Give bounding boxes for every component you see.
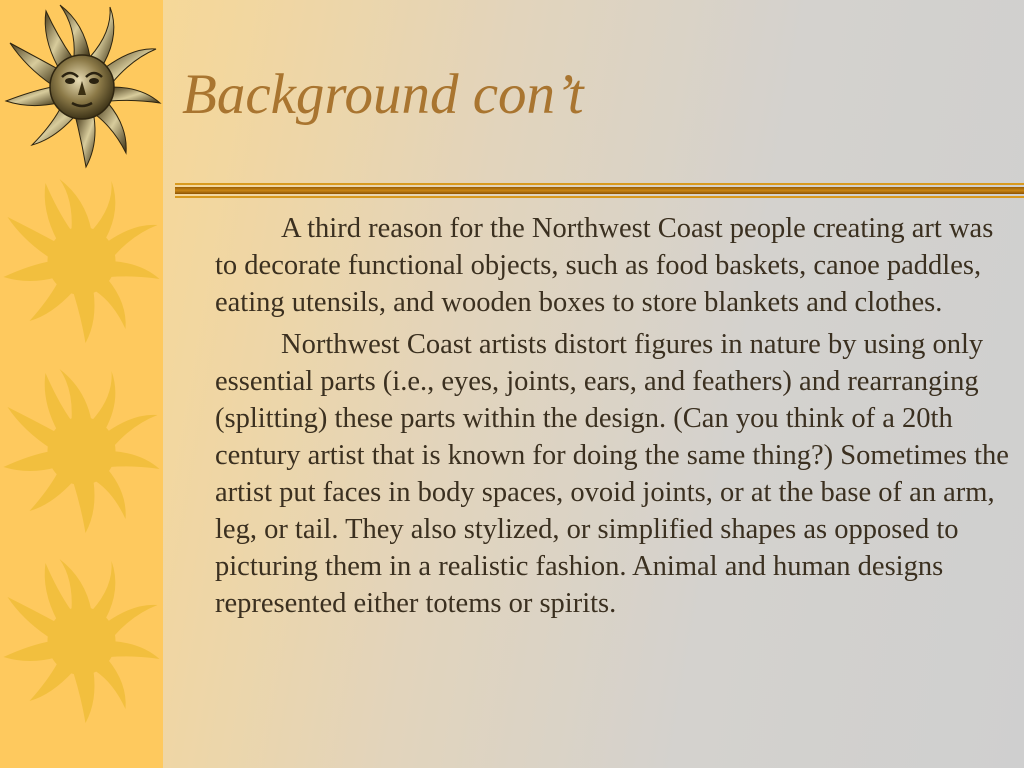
title-divider (175, 183, 1024, 199)
sun-face-emblem-icon (2, 2, 162, 172)
slide-title: Background con’t (182, 63, 584, 126)
sun-icon (0, 176, 163, 346)
body-paragraph: Northwest Coast artists distort figures in nature by using only essential parts (i.e., eyes, joints, ears, and feathers) and rearranging (splitting) these parts within the design. (Can you think of a 20th century artist that is known for doing the same thing?) Sometimes the artist put faces in body spaces, ovoid joints, or at the base of an arm, leg, or tail. They also stylized, or simplified shapes as opposed to picturing them in a realistic fashion. Animal and human designs represented either totems or spirits. (215, 329, 1009, 619)
sun-icon (0, 366, 163, 536)
slide-body (215, 210, 1010, 627)
body-paragraph: A third reason for the Northwest Coast people creating art was to decorate functional objects, such as food baskets, canoe paddles, eating utensils, and wooden boxes to store blankets and clothes. (215, 213, 994, 318)
sun-icon (0, 556, 163, 726)
